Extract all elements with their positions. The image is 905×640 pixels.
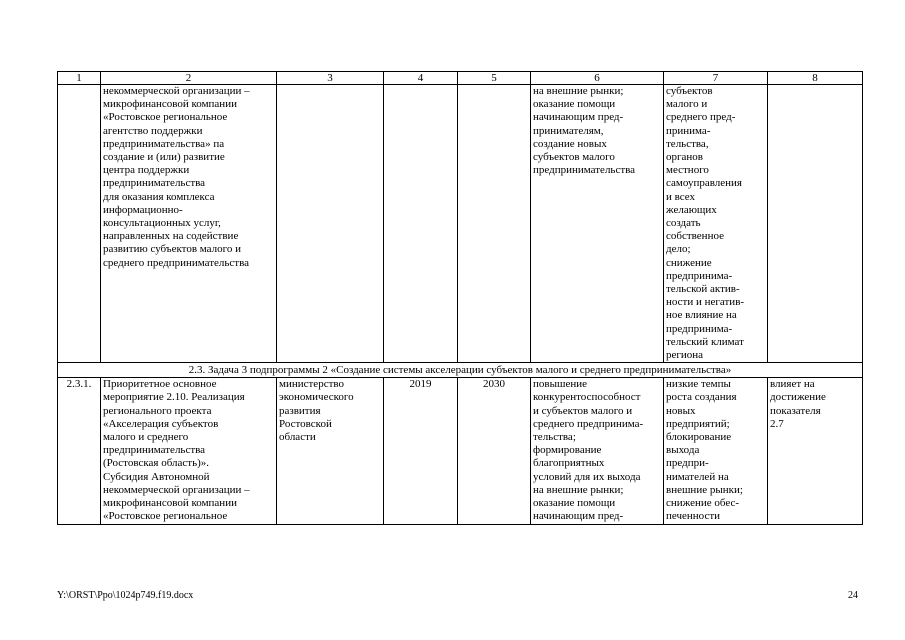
cell-text-line: роста создания <box>666 391 737 404</box>
header-cell: 4 <box>384 72 458 85</box>
cell-text-line: органов <box>666 151 703 164</box>
table-row <box>58 378 863 524</box>
cell-text-line: тельский климат <box>666 335 744 348</box>
measure-name-cell <box>101 85 277 363</box>
cell-text-line: регионального проекта <box>103 404 212 417</box>
cell-text-line: создание новых <box>533 137 607 150</box>
cell-text-line: начинающим пред- <box>533 111 624 124</box>
cell-text-line: Ростовской <box>279 417 332 430</box>
cell-text-line: предпринимательства <box>103 444 206 457</box>
cell-text-line: дело; <box>666 243 691 256</box>
cell-text-line: микрофинансовой компании <box>103 98 237 111</box>
cell-text-line: «Ростовское региональное <box>103 111 228 124</box>
cell-text-line: предпринима- <box>666 269 733 282</box>
end-year-cell: 2030 <box>458 378 531 524</box>
start-year-cell <box>384 85 458 363</box>
cell-text-line: желающих <box>666 203 717 216</box>
cell-text-line: принимателям, <box>533 124 604 137</box>
cell-text-line: развития <box>279 404 321 417</box>
cell-text-line: достижение <box>770 391 826 404</box>
cell-text-line: печенности <box>666 510 721 523</box>
cell-text-line: для оказания комплекса <box>103 190 215 203</box>
cell-text-line: среднего предпринима- <box>533 417 644 430</box>
cell-text-line: повышение <box>533 378 587 391</box>
cell-text-line: микрофинансовой компании <box>103 497 237 510</box>
cell-text-line: условий для их выхода <box>533 470 641 483</box>
consequences-cell <box>664 85 768 363</box>
cell-text-line: внешние рынки; <box>666 483 743 496</box>
header-cell: 7 <box>664 72 768 85</box>
number-cell: 2.3.1. <box>58 378 101 524</box>
cell-text-line: министерство <box>279 378 345 391</box>
cell-text-line: блокирование <box>666 431 732 444</box>
table-row <box>58 85 863 363</box>
measures-table <box>57 71 863 525</box>
cell-text-line: (Ростовская область)». <box>103 457 210 470</box>
cell-text-line: местного <box>666 164 709 177</box>
cell-text-line: влияет на <box>770 378 815 391</box>
cell-text-line: принима- <box>666 124 711 137</box>
cell-text-line: оказание помощи <box>533 98 616 111</box>
cell-text-line: субъектов малого <box>533 151 615 164</box>
cell-text-line: предпринима- <box>666 322 733 335</box>
cell-text-line: на внешние рынки; <box>533 85 624 97</box>
cell-text-line: ное влияние на <box>666 309 737 322</box>
cell-text-line: субъектов <box>666 85 713 97</box>
cell-text-line: оказание помощи <box>533 497 616 510</box>
cell-text-line: нимателей на <box>666 470 729 483</box>
cell-text-line: формирование <box>533 444 602 457</box>
cell-text-line: новых <box>666 404 696 417</box>
cell-text-line: центра поддержки <box>103 164 190 177</box>
cell-text-line: предпринимательства» па <box>103 137 225 150</box>
cell-text-line: предприятий; <box>666 417 730 430</box>
cell-text-line: и всех <box>666 190 696 203</box>
executor-cell <box>277 378 384 524</box>
cell-text-line: снижение обес- <box>666 497 740 510</box>
cell-text-line: снижение <box>666 256 712 269</box>
header-row <box>58 72 863 85</box>
cell-text-line: некоммерческой организации – <box>103 85 250 97</box>
cell-text-line: выхода <box>666 444 700 457</box>
cell-text-line: среднего предпринимательства <box>103 256 250 269</box>
cell-text-line: экономического <box>279 391 354 404</box>
cell-text-line: среднего пред- <box>666 111 736 124</box>
cell-text-line: агентство поддержки <box>103 124 203 137</box>
cell-text-line: начинающим пред- <box>533 510 624 523</box>
cell-text-line: показателя <box>770 404 821 417</box>
header-cell: 5 <box>458 72 531 85</box>
cell-text-line: низкие темпы <box>666 378 731 391</box>
cell-text-line: малого и среднего <box>103 431 189 444</box>
cell-text-line: тельства, <box>666 137 709 150</box>
header-cell: 2 <box>101 72 277 85</box>
cell-text-line: и субъектов малого и <box>533 404 633 417</box>
expected-result-cell <box>531 85 664 363</box>
end-year-cell <box>458 85 531 363</box>
cell-text-line: предпринимательства <box>533 164 636 177</box>
cell-text-line: направленных на содействие <box>103 230 239 243</box>
number-cell <box>58 85 101 363</box>
cell-text-line: собственное <box>666 230 724 243</box>
executor-cell <box>277 85 384 363</box>
cell-text-line: области <box>279 431 316 444</box>
start-year-cell: 2019 <box>384 378 458 524</box>
cell-text-line: развитию субъектов малого и <box>103 243 241 256</box>
indicator-link-cell <box>768 378 863 524</box>
header-cell: 1 <box>58 72 101 85</box>
cell-text-line: предпринимательства <box>103 177 206 190</box>
page-number: 24 <box>848 590 858 601</box>
header-cell: 3 <box>277 72 384 85</box>
cell-text-line: создание и (или) развитие <box>103 151 225 164</box>
cell-text-line: мероприятие 2.10. Реализация <box>103 391 245 404</box>
cell-text-line: тельства; <box>533 431 576 444</box>
section-heading: 2.3. Задача 3 подпрограммы 2 «Создание системы акселерации субъектов малого и среднего предпринимательства» <box>58 363 863 378</box>
cell-text-line: создать <box>666 217 701 230</box>
file-path: Y:\ORST\Ppo\1024p749.f19.docx <box>57 590 194 601</box>
cell-text-line: на внешние рынки; <box>533 483 624 496</box>
cell-text-line: малого и <box>666 98 708 111</box>
cell-text-line: Приоритетное основное <box>103 378 217 391</box>
cell-text-line: информационно- <box>103 203 183 216</box>
indicator-link-cell <box>768 85 863 363</box>
cell-text-line: Субсидия Автономной <box>103 470 210 483</box>
expected-result-cell <box>531 378 664 524</box>
cell-text-line: 2.7 <box>770 417 784 430</box>
cell-text-line: конкурентоспособност <box>533 391 641 404</box>
consequences-cell <box>664 378 768 524</box>
header-cell: 8 <box>768 72 863 85</box>
cell-text-line: ности и негатив- <box>666 296 745 309</box>
section-heading-row <box>58 363 863 378</box>
measure-name-cell <box>101 378 277 524</box>
cell-text-line: предпри- <box>666 457 709 470</box>
cell-text-line: «Ростовское региональное <box>103 510 228 523</box>
header-cell: 6 <box>531 72 664 85</box>
cell-text-line: самоуправления <box>666 177 742 190</box>
cell-text-line: тельской актив- <box>666 283 740 296</box>
cell-text-line: консультационных услуг, <box>103 217 221 230</box>
cell-text-line: региона <box>666 349 704 362</box>
cell-text-line: «Акселерация субъектов <box>103 417 219 430</box>
cell-text-line: благоприятных <box>533 457 605 470</box>
cell-text-line: некоммерческой организации – <box>103 483 250 496</box>
